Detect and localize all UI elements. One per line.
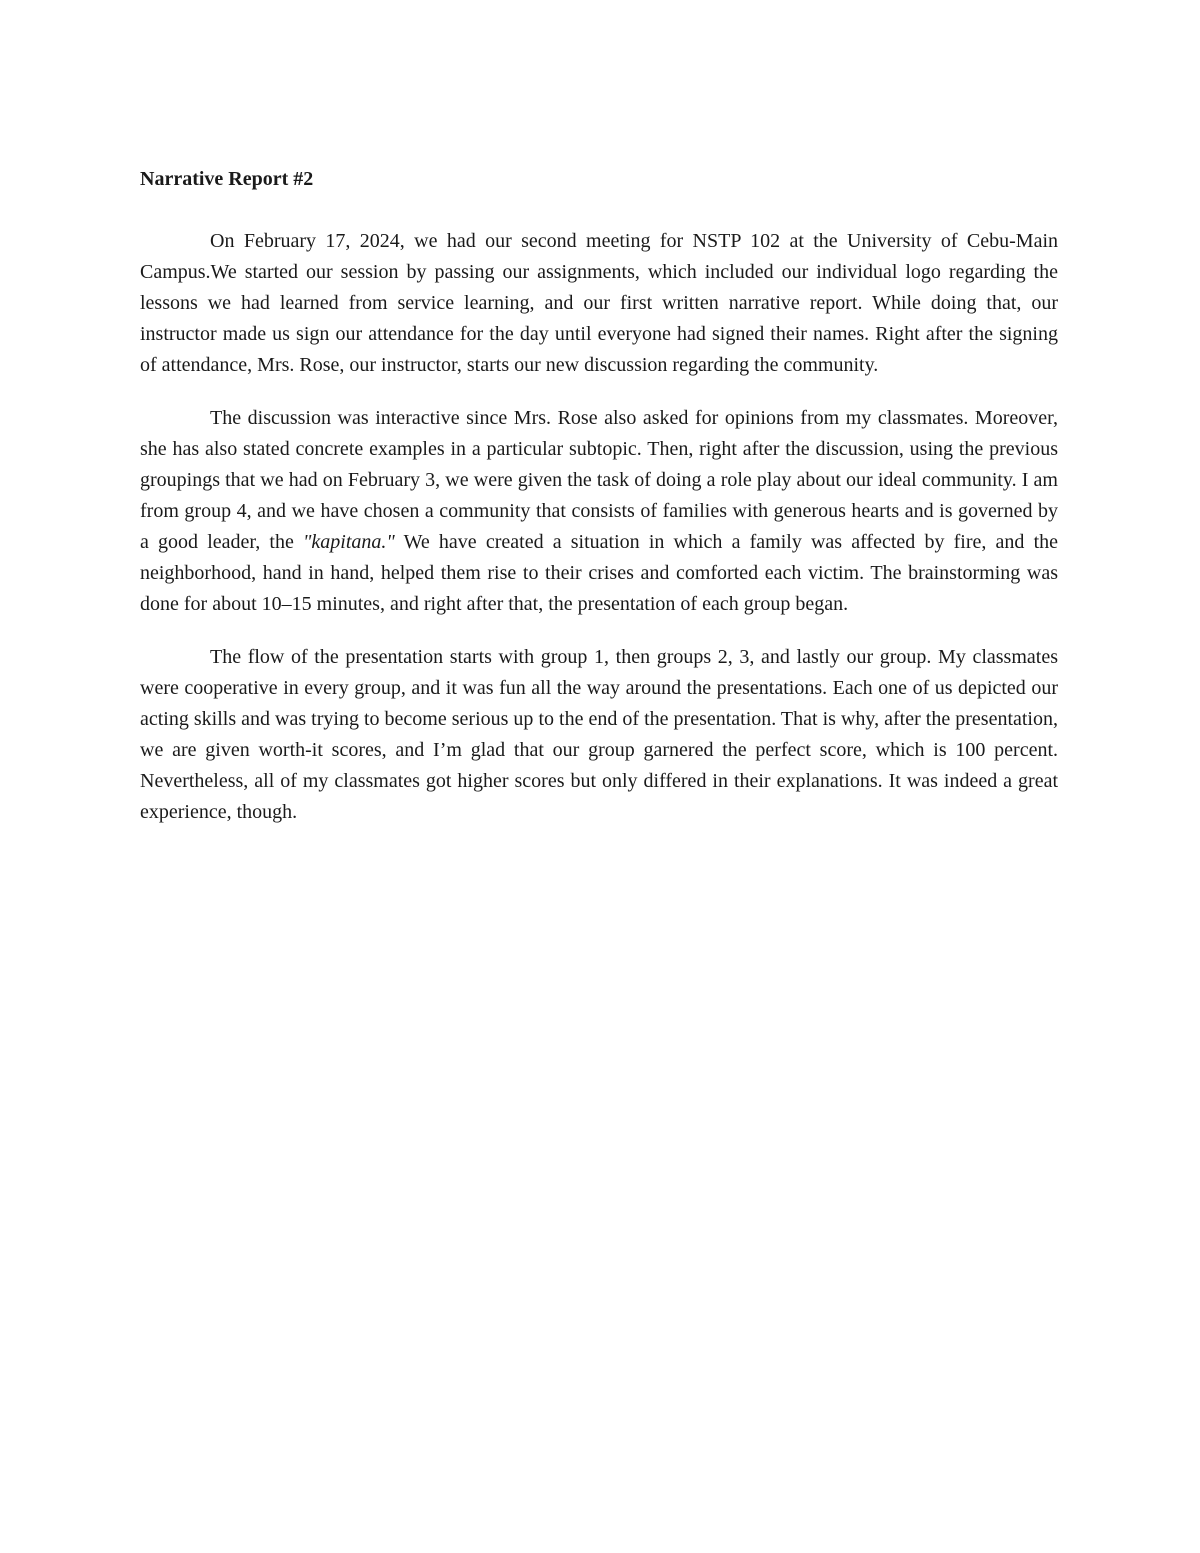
paragraph-2-part-1: The discussion was interactive since Mrs. Rose also asked for opinions from my classmates. Moreover, she has also stated concrete examples in a particular subtopic. Then, right after the discussion, using the previous groupings that we had on February 3, we were given the task of doing a role play about our ideal community. I am from group 4, and we have chosen a community that consists of families with generous hearts and is governed by a good leader, the	[140, 407, 1058, 553]
paragraph-2-part-2: We have created a situation in which a family was affected by fire, and the neighborhood, hand in hand, helped them rise to their crises and comforted each victim. The brainstorming was done for about 10–15 minutes, and right after that, the presentation of each group began.	[140, 531, 1058, 615]
paragraph-3: The flow of the presentation starts with group 1, then groups 2, 3, and lastly our group. My classmates were cooperative in every group, and it was fun all the way around the presentations. Each one of us depicted our acting skills and was trying to become serious up to the end of the presentation. That is why, after the presentation, we are given worth-it scores, and I’m glad that our group garnered the perfect score, which is 100 percent. Nevertheless, all of my classmates got higher scores but only differed in their explanations. It was indeed a great experience, though.	[140, 646, 1058, 823]
document-body	[140, 164, 1058, 850]
paragraph-2	[140, 403, 1058, 620]
paragraph-1: On February 17, 2024, we had our second meeting for NSTP 102 at the University of Cebu-Main Campus.We started our session by passing our assignments, which included our individual logo regarding the lessons we had learned from service learning, and our first written narrative report. While doing that, our instructor made us sign our attendance for the day until everyone had signed their names. Right after the signing of attendance, Mrs. Rose, our instructor, starts our new discussion regarding the community.	[140, 230, 1058, 376]
kapitana-emphasis: "kapitana."	[303, 531, 395, 553]
report-title: Narrative Report #2	[140, 168, 314, 190]
